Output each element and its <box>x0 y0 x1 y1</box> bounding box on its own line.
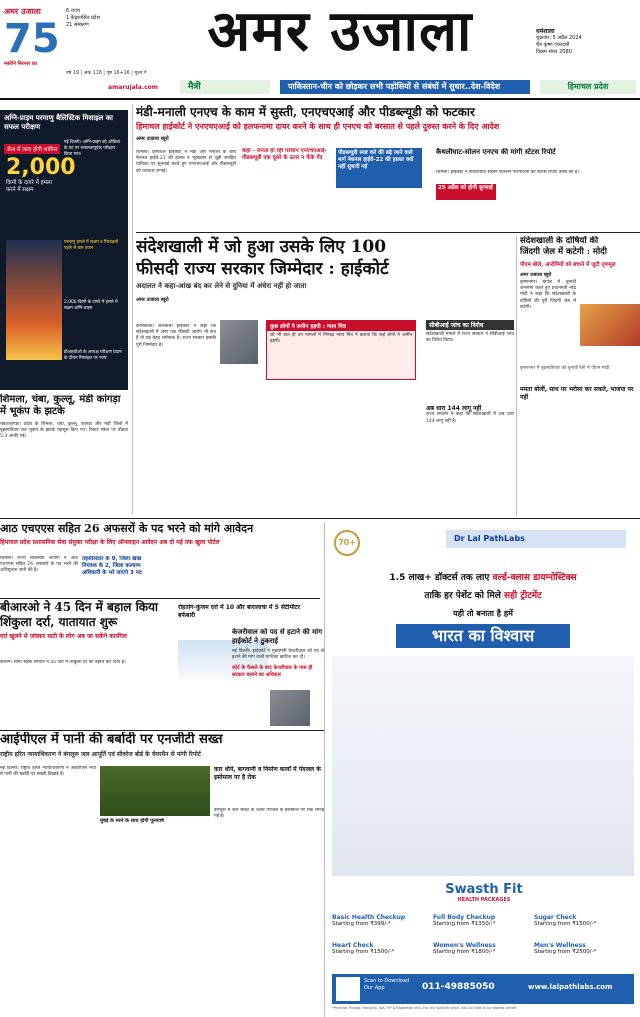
packages-grid <box>332 914 634 970</box>
sandesh-byline: अमर उजाला ब्यूरो <box>136 297 169 303</box>
sandesh-headline-1: संदेशखाली में जो हुआ उसके लिए 100 <box>136 237 387 257</box>
agni-sub: सेना में जल्द होगी शामिल <box>4 144 60 154</box>
strip-text: पाकिस्तान-चीन को छोड़कर सभी पड़ोसियों से संबंधों में सुधार..देश-विदेश <box>288 82 501 91</box>
lead-text: शिमला। हिमाचल हाईकोर्ट ने मंडी और मनाली के बीच नेशनल हाईवे-21 की हालत व भूस्खलन से जुड़ी जनहित याचिका पर सुनवाई करते हुए एनएचएआई और पीडब्ल्यूडी को फटकार लगाई। <box>136 150 236 174</box>
quake-text: चंबा/कांगड़ा। प्रदेश के शिमला, चंबा, कुल्लू, कांगड़ा और मंडी जिलों में बृहस्पतिवार रात भूकंप के झटके महसूस किए गए। रिक्टर स्केल पर तीव्रता 5.3 आंकी गई। <box>0 422 128 440</box>
ad-line-1a: 1.5 लाख+ डॉक्टर्स तक लाए <box>389 573 493 583</box>
modi-text: कृष्णनगर। बंगाल में चुनावी जनसभा करते हुए प्रधानमंत्री नरेंद्र मोदी ने कहा कि संदेशखाली के दोषियों की पूरी जिंदगी जेल में कटेगी। <box>520 280 576 310</box>
bullet-item: 6 राज्य <box>66 8 80 14</box>
ipl-story <box>0 732 324 1017</box>
package-item[interactable] <box>534 942 634 968</box>
katlight-head: कैथलीघाट-सोलन एनएच की मांगी स्टेटस रिपोर्ट <box>436 148 556 156</box>
ad-brand <box>446 530 626 548</box>
lead-byline: अमर उजाला ब्यूरो <box>136 136 169 142</box>
package-item[interactable] <box>534 914 634 940</box>
city: धर्मशाला <box>536 28 555 35</box>
swasth-title: Swasth Fit <box>445 882 523 897</box>
officers-deck: हिमाचल प्रदेश प्रशासनिक सेवा संयुक्त परीक्षा के लिए ऑनलाइन आवेदन अब दो मई तक खुला पोर्टल <box>0 539 220 546</box>
package-item[interactable] <box>332 914 432 940</box>
ipl-text: नई दिल्ली। राष्ट्रीय हरित न्यायाधिकरण ने आईपीएल मैचों में पानी की बर्बादी पर सख्ती दिखाई है। <box>0 766 96 778</box>
lead-headline: मंडी-मनाली एनएच के काम में सुस्ती, एनएचएआई और पीडब्ल्यूडी को फटकार <box>136 105 475 119</box>
issue-info: वर्ष 19 | अंक 118 | पृष्ठ 16+16 | मूल्य ₹ <box>66 71 147 76</box>
kejri-quote: कोर्ट के फैसले के बाद केजरीवाल के पास ही सरकार चलाने का अधिकार <box>232 665 313 678</box>
mamata-head: ममता बोलीं, साथ पर भरोसा कर सकते, भाजपा पर नहीं <box>520 386 634 401</box>
kejri-headline: केजरीवाल को पद से हटाने की मांग हाईकोर्ट ने ठुकराई <box>232 628 323 645</box>
era-2: विक्रम संवत 2080 <box>536 49 572 55</box>
ipl-caption: मुंबई के मरने के साथ होगी पूल्यवर्ष <box>100 818 164 824</box>
website-link[interactable]: amarujala.com <box>108 84 159 91</box>
ad-brand-text: Dr Lal PathLabs <box>454 534 525 543</box>
ad-footer <box>332 974 634 1004</box>
package-price: Starting from ₹399/-* <box>332 921 391 927</box>
package-item[interactable] <box>433 914 533 940</box>
sandesh-story <box>136 236 516 516</box>
lalpath-ad <box>326 522 640 1017</box>
modi-caption: कृष्णनगर में बृहस्पतिवार को चुनावी रैली में पीएम मोदी <box>520 366 610 371</box>
modi-photo <box>580 304 640 346</box>
bullet-item: 21 संस्करण <box>66 22 89 28</box>
agni-caption: किमी के दायरे में हमला करने में सक्षम <box>6 180 53 193</box>
quake-headline: शिमला, चंबा, कुल्लू, मंडी कांगड़ा में भूकंप के झटके <box>0 394 121 417</box>
sandesh-deck: अदालत ने कहा-आंख बंद कर लेने से दुनिया में अंधेरा नहीं हो जाता <box>136 282 307 290</box>
katlight-text: शिमला। हाईकोर्ट ने कैथलीघाट-सोलन फोरलेन परियोजना की स्टेटस रिपोर्ट तलब की है। <box>436 170 579 175</box>
lead-deck: हिमाचल हाईकोर्ट ने एनएचएआई को हलफनामा दायर करने के साथ ही एनएच को बरसात से पहले दुरुस्त करने के दिए आदेश <box>136 121 500 131</box>
quote-text: जो भी बात हो उन मामलों में निष्पक्ष न्याय मित्र ने बताया कि कई लोगों ने जमीन हड़पी। <box>270 333 412 345</box>
officers-headline: आठ एचएएस सहित 26 अफसरों के पद भरने को मांगे आवेदन <box>0 522 254 535</box>
bro-headline: बीआरओ ने 45 दिन में बहाल किया शिंकुला दर्रा, यातायात शुरू <box>0 600 159 629</box>
ipl-deck: राष्ट्रीय हरित न्यायाधिकरण ने बंगलूरू जल आपूर्ति एवं सीवरेज बोर्ड के चेयरमैन से मांगी रिपोर्ट <box>0 751 201 758</box>
package-name: Basic Health Checkup <box>332 914 406 921</box>
sandesh-headline-2: फीसदी राज्य सरकार जिम्मेदार : हाईकोर्ट <box>136 259 389 279</box>
car-head: कार धोने, बागवानी व निर्माण कार्यों में पेयजल के इस्तेमाल पर है रोक <box>214 766 321 781</box>
car-text: बंगलूरू में जल संकट के चलते पेयजल के इस्तेमाल पर रोक लगाई गई है। <box>214 808 324 820</box>
package-item[interactable] <box>433 942 533 968</box>
ad-line-1b: वर्ल्ड-क्लास डायग्नोस्टिक्स <box>492 573 577 583</box>
agni-headline: अग्नि-प्राइम परमाणु बैलिस्टिक मिसाइल का सफल परीक्षण <box>4 114 113 131</box>
bullet-item: 1 केंद्रशासित प्रदेश <box>66 15 100 21</box>
officers-sub: तहसीलदार के 9, जिला खाद्य नियंत्रक के 2, जिला कल्याण अधिकारी के भरे जाएंगे 3 पद <box>82 556 142 576</box>
officers-text: शिमला। राज्य लोकसेवा आयोग ने आठ एचएएस सहित 26 अफसरों के पद भरने की अधिसूचना जारी की है। <box>0 556 78 574</box>
website[interactable]: www.lalpathlabs.com <box>528 983 613 991</box>
dateline <box>536 28 636 68</box>
newspaper-logo: अमर उजाला <box>207 0 473 62</box>
ad-line-2b: सही ट्रीटमेंट <box>504 591 542 601</box>
modi-byline: अमर उजाला ब्यूरो <box>520 273 552 278</box>
quake-block <box>0 394 128 514</box>
anniversary-logo <box>4 6 66 74</box>
package-name: Women's Wellness <box>433 942 496 949</box>
cbi-box <box>426 320 514 440</box>
qr-code[interactable] <box>336 977 360 1001</box>
ad-line-2 <box>326 588 640 604</box>
scan-text: Scan to Download Our App <box>364 978 410 991</box>
swasth-sub: HEALTH PACKAGES <box>457 897 511 903</box>
anniversary-tagline: मस्तीने निरन्तर का <box>4 61 38 67</box>
modi-story <box>520 236 640 516</box>
package-price: Starting from ₹2500/-* <box>534 949 597 955</box>
top-strip <box>280 80 530 94</box>
himachal-tag: हिमाचल प्रदेश <box>540 80 636 94</box>
package-price: Starting from ₹1500/-* <box>332 949 395 955</box>
swasth-logo <box>414 882 554 910</box>
doctor-crowd <box>332 656 634 876</box>
anniversary-number: 75 <box>4 16 60 62</box>
agni-number: 2,000 <box>6 155 76 180</box>
package-price: Starting from ₹1800/-* <box>433 949 496 955</box>
court-image <box>220 320 258 364</box>
era-1: चैत्र कृष्ण एकादशी <box>536 42 570 48</box>
agni-stats: 2,000 किमी के दायरे में हमले में सक्षम अग्नि-प्राइम <box>64 300 118 311</box>
agni-foot: डीआरडीओ के अध्यक्ष परीक्षण प्रदान के दौरान मिसाइल पर नजर <box>64 350 122 361</box>
modi-headline-2: जिंदगी जेल में कटेगी : मोदी <box>520 247 607 257</box>
package-name: Sugar Check <box>534 914 577 921</box>
modi-headline-1: संदेशखाली के दोषियों की <box>520 236 599 246</box>
sub-144: अब धारा 144 लागू नहीं <box>426 405 482 413</box>
ad-badge: 70+ <box>334 530 360 556</box>
doctors-photo <box>332 656 634 876</box>
agni-block <box>0 110 128 390</box>
bro-sub: रोहतांग-कुंजम दर्रा में 10 और बारालाचा में 5 सेंटीमीटर बर्फबारी <box>178 604 301 619</box>
package-name: Full Body Checkup <box>433 914 496 921</box>
package-item[interactable] <box>332 942 432 968</box>
ad-line-1 <box>326 570 640 586</box>
agni-text: नई दिल्ली। अग्नि-प्राइम को ओडिशा के तट पर सफलतापूर्वक परीक्षण किया गया। <box>64 140 121 157</box>
package-name: Heart Check <box>332 942 374 949</box>
lead-story <box>136 104 640 224</box>
lead-sub-1: कहा - जनता हो रही परेशान एनएचएआई-पीडब्ल्यूडी एक दूसरे के ऊपर न फेंके गेंद <box>242 148 327 161</box>
bro-deck: दर्रा खुलने से जांस्कर घाटी के लोग अब जा सकेंगे कारगिल <box>0 633 127 640</box>
phone-number[interactable]: 011-49885050 <box>422 982 495 992</box>
stadium-photo <box>100 766 210 816</box>
kejri-text: नई दिल्ली। हाईकोर्ट ने मुख्यमंत्री केजरीवाल को पद से हटाने की मांग वाली याचिका खारिज कर दी। <box>232 649 324 661</box>
missile-image <box>6 240 62 360</box>
sandesh-text: कोलकाता। कलकत्ता हाईकोर्ट ने कहा कि संदेशखाली में अगर एक फीसदी आरोप भी सच हैं तो यह बेहद शर्मनाक है। राज्य सरकार इसकी पूरी जिम्मेदार है। <box>136 324 216 348</box>
quote-title: कुछ लोगों ने जमीन हड़पी : न्याय मित्र <box>267 321 415 331</box>
package-price: Starting from ₹1500/-* <box>534 921 597 927</box>
lead-sub-2: पीडब्ल्यूडी स्पष्ट करे की बढ़े जाने वाले मार्ग नेशनल हाईवे-22 की हालत क्यों नहीं सुधारी गई <box>336 148 422 188</box>
cbi-text: संदेशखाली मामले में राज्य सरकार ने सीबीआई जांच का विरोध किया। <box>426 332 514 344</box>
package-price: Starting from ₹1350/-* <box>433 921 496 927</box>
maitri-label: मैत्री <box>180 80 270 94</box>
sub-144-text: राज्य सरकार ने कहा कि संदेशखाली में अब धारा 144 लागू नहीं है। <box>426 412 514 424</box>
quote-box <box>266 320 416 380</box>
bro-text: केलांग। सीमा सड़क संगठन ने 45 दिन में शिंकुला दर्रे को बहाल कर दिया है। <box>0 660 126 665</box>
agni-note: परमाणु हमले में सक्षम व मिसाइलों पहले से कम वजन <box>64 240 119 251</box>
cbi-title: सीबीआई जांच का विरोध <box>426 320 514 330</box>
ad-line-3: यही तो बनाता है हमें <box>453 609 513 618</box>
package-name: Men's Wellness <box>534 942 586 949</box>
masthead <box>0 0 640 98</box>
small-logo: अमर उजाला <box>4 6 41 16</box>
modi-deck: पीएम बोले, आरोपियों को बचाने में जुटी तृणमूल <box>520 262 616 268</box>
ad-fine-print: *Price for Punjab, Haryana, J&K, HP & Rajasthan only. For city specific price, call us/ walk in to nearest centre. <box>332 1006 518 1010</box>
katlight-badge: 25 अप्रैल को होगी सुनवाई <box>436 184 496 200</box>
ad-line-2a: ताकि हर पेशेंट को मिले <box>424 591 504 601</box>
edition-bullets <box>66 8 126 38</box>
ad-line-4: भारत का विश्वास <box>396 624 570 648</box>
date: शुक्रवार, 5 अप्रैल 2024 <box>536 35 582 41</box>
officers-story <box>0 522 320 598</box>
kejri-photo <box>270 690 310 726</box>
ipl-headline: आईपीएल में पानी की बर्बादी पर एनजीटी सख्त <box>0 732 223 747</box>
